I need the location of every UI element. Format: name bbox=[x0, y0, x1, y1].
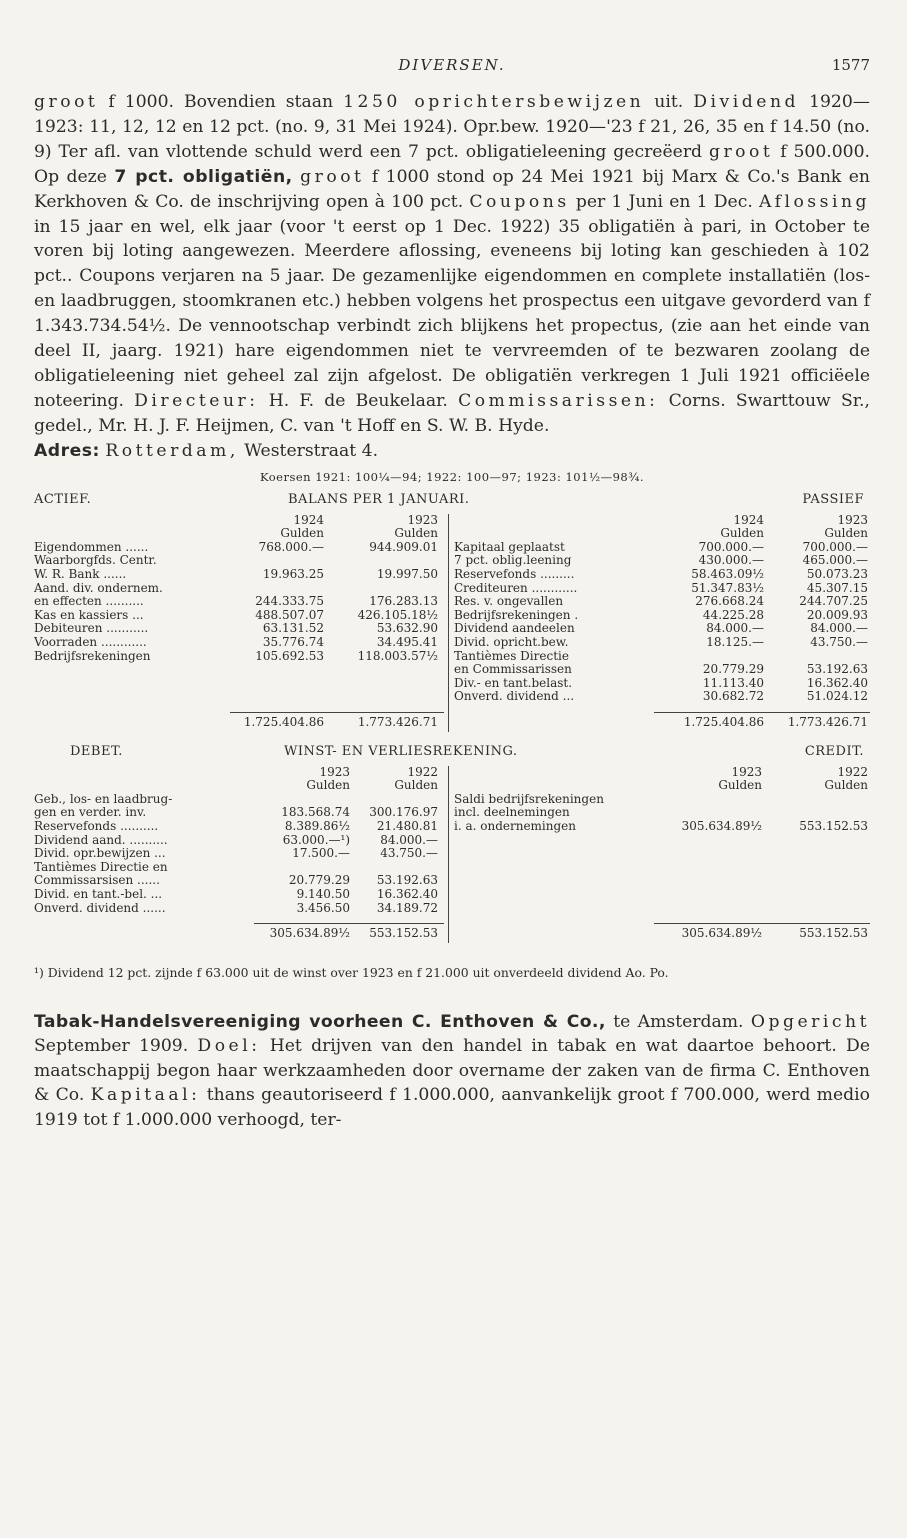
total-rule-right bbox=[654, 712, 870, 713]
debet-heading: DEBET. bbox=[70, 743, 123, 759]
table-row bbox=[34, 582, 870, 596]
right-value-2: 45.307.15 bbox=[806, 580, 868, 595]
passief-heading: PASSIEF bbox=[802, 491, 864, 507]
right-value-1: 305.634.89½ bbox=[681, 818, 762, 833]
table-row bbox=[34, 793, 870, 807]
bold-term: 7 pct. obligatiën, bbox=[114, 166, 293, 187]
left-label: Debiteuren ........... bbox=[34, 621, 149, 636]
enthoven-paragraph bbox=[34, 1010, 870, 1133]
right-label: Divid. opricht.bew. bbox=[454, 634, 569, 649]
right-value-2: 244.707.25 bbox=[799, 594, 868, 609]
company-paragraph bbox=[34, 90, 870, 439]
right-label: Reservefonds ......... bbox=[454, 566, 575, 581]
text-run: in 15 jaar en wel, elk jaar (voor 't eerst op 1 Dec. 1922) 35 obligatiën à pari, in October te voren bij loting aangewezen. Meerdere aflossing, eveneens bij loting kan geschieden à 102 pct.. Coupons verjaren na 5 jaar. De gezamenlijke eigendommen en complete installatiën (los- en laadbruggen, stoomkranen etc.) hebben volgens het prospectus een uitgave gevorderd van f 1.343.734.54½. De vennootschap verbindt zich blijkens het propectus, (zie aan het einde van deel II, jaarg. 1921) hare eigendommen niet te vervreemden of te bezwaren zoolang de obligatieleening niet geheel zal zijn afgelost. De obligatiën verkregen 1 Juli 1921 officiëele noteering. bbox=[34, 216, 870, 411]
left-label: gen en verder. inv. bbox=[34, 805, 147, 820]
text-run: Corns. Swarttouw Sr., gedel., Mr. H. J. F. Heijmen, C. van 't Hoff en S. W. B. Hyde. bbox=[34, 390, 870, 436]
left-col1-header: Gulden bbox=[280, 526, 324, 541]
text-run: Het drijven van den handel in tabak en wat daartoe behoort. De maatschappij begon haar werkzaamheden door overname der zaken van de firma C. Enthoven & Co. bbox=[34, 1036, 870, 1106]
table-row bbox=[34, 806, 870, 820]
right-value-1: 276.668.24 bbox=[695, 594, 764, 609]
left-label: Kas en kassiers ... bbox=[34, 607, 144, 622]
left-value-2: 84.000.— bbox=[380, 832, 438, 847]
table-row bbox=[34, 677, 870, 691]
left-value-2: 19.997.50 bbox=[376, 566, 438, 581]
right-col1-header: 1923 bbox=[731, 764, 762, 779]
left-total-1: 1.725.404.86 bbox=[243, 714, 324, 729]
right-value-1: 430.000.— bbox=[698, 553, 764, 568]
running-title: DIVERSEN. bbox=[398, 56, 506, 74]
left-label: Dividend aand. .......... bbox=[34, 832, 168, 847]
spaced-term: Doel: bbox=[197, 1036, 261, 1057]
left-value-2: 43.750.— bbox=[380, 846, 438, 861]
right-value-1: 11.113.40 bbox=[702, 675, 764, 690]
left-label: en effecten .......... bbox=[34, 594, 144, 609]
right-label: incl. deelnemingen bbox=[454, 805, 570, 820]
right-value-2: 553.152.53 bbox=[799, 818, 868, 833]
right-col1-header: 1924 bbox=[733, 512, 764, 527]
spaced-term: Directeur: bbox=[134, 390, 259, 411]
company-name: Tabak-Handelsvereeniging voorheen C. Enthoven & Co., bbox=[34, 1011, 606, 1032]
column-divider bbox=[448, 766, 449, 944]
right-value-1: 84.000.— bbox=[706, 621, 764, 636]
left-value-1: 488.507.07 bbox=[255, 607, 324, 622]
left-value-2: 53.632.90 bbox=[376, 621, 438, 636]
balans-headings bbox=[34, 492, 870, 514]
profit-loss-account bbox=[34, 766, 870, 962]
left-value-2: 118.003.57½ bbox=[357, 648, 438, 663]
left-value-2: 34.495.41 bbox=[376, 634, 438, 649]
left-label: Commissarsisen ...... bbox=[34, 873, 160, 888]
right-label: Bedrijfsrekeningen . bbox=[454, 607, 579, 622]
spaced-term: Kapitaal: bbox=[90, 1085, 201, 1106]
table-row bbox=[34, 834, 870, 848]
column-header-row bbox=[34, 766, 870, 780]
spaced-term: groot bbox=[708, 141, 774, 162]
credit-heading: CREDIT. bbox=[804, 743, 864, 759]
left-col1-header: 1924 bbox=[293, 512, 324, 527]
table-row bbox=[34, 650, 870, 664]
right-value-1: 51.347.83½ bbox=[691, 580, 764, 595]
right-value-1: 58.463.09½ bbox=[691, 566, 764, 581]
right-value-1: 44.225.28 bbox=[702, 607, 764, 622]
left-value-2: 34.189.72 bbox=[376, 900, 438, 915]
right-value-2: 51.024.12 bbox=[806, 689, 868, 704]
left-total-2: 553.152.53 bbox=[369, 926, 438, 941]
right-label: Onverd. dividend ... bbox=[454, 689, 575, 704]
right-value-2: 20.009.93 bbox=[806, 607, 868, 622]
balans-title: BALANS PER 1 JANUARI. bbox=[288, 491, 470, 507]
text-run: f 1000 stond op 24 Mei 1921 bij Marx & Co.'s Bank en Kerkhoven & Co. de inschrijving open à 100 pct. bbox=[34, 166, 870, 212]
winst-title: WINST- EN VERLIESREKENING. bbox=[284, 743, 518, 759]
left-value-1: 17.500.— bbox=[292, 846, 350, 861]
text-run: f 1000. Bovendien staan bbox=[98, 92, 344, 112]
left-col2-header: Gulden bbox=[394, 526, 438, 541]
right-label: Res. v. ongevallen bbox=[454, 594, 564, 609]
spaced-term: Opgericht bbox=[750, 1011, 870, 1032]
text-run: per 1 Juni en 1 Dec. bbox=[569, 191, 759, 212]
left-label: W. R. Bank ...... bbox=[34, 566, 127, 581]
right-label: 7 pct. oblig.leening bbox=[454, 553, 572, 568]
right-col2-header: Gulden bbox=[824, 778, 868, 793]
text-run: 1920—1923: 11, 12, 12 en 12 pct. (no. 9, 31 Mei 1924). Opr.bew. 1920—'23 f 21, 26, 35 en f 14.50 (no. 9) Ter afl. van vlottende schuld werd een 7 pct. obligatieleening gecreëerd bbox=[34, 92, 870, 162]
right-value-1: 20.779.29 bbox=[702, 662, 764, 677]
winst-headings bbox=[34, 744, 870, 766]
column-header-row bbox=[34, 779, 870, 793]
page-number: 1577 bbox=[831, 56, 870, 74]
right-col2-header: 1923 bbox=[837, 512, 868, 527]
table-row bbox=[34, 861, 870, 875]
table-row bbox=[34, 541, 870, 555]
address-label: Adres: bbox=[34, 440, 100, 461]
right-total-1: 305.634.89½ bbox=[681, 926, 762, 941]
left-col1-header: Gulden bbox=[306, 778, 350, 793]
left-col1-header: 1923 bbox=[319, 764, 350, 779]
left-label: Voorraden ............ bbox=[34, 634, 147, 649]
table-row bbox=[34, 609, 870, 623]
left-value-1: 183.568.74 bbox=[281, 805, 350, 820]
left-col2-header: 1922 bbox=[407, 764, 438, 779]
left-col2-header: 1923 bbox=[407, 512, 438, 527]
right-total-2: 553.152.53 bbox=[799, 926, 868, 941]
right-col2-header: Gulden bbox=[824, 526, 868, 541]
table-row bbox=[34, 663, 870, 677]
table-row bbox=[34, 690, 870, 704]
left-label: Divid. en tant.-bel. ... bbox=[34, 886, 163, 901]
address-street: Westerstraat 4. bbox=[244, 440, 379, 461]
left-label: Tantièmes Directie en bbox=[34, 859, 168, 874]
left-value-1: 19.963.25 bbox=[262, 566, 324, 581]
actief-heading: ACTIEF. bbox=[34, 491, 92, 507]
left-value-1: 244.333.75 bbox=[255, 594, 324, 609]
spaced-term: groot bbox=[300, 166, 365, 187]
left-label: Geb., los- en laadbrug- bbox=[34, 791, 173, 806]
right-label: Dividend aandeelen bbox=[454, 621, 575, 636]
left-total-2: 1.773.426.71 bbox=[357, 714, 438, 729]
text-run: te Amsterdam. bbox=[605, 1011, 751, 1032]
left-value-2: 426.105.18½ bbox=[357, 607, 438, 622]
spaced-term: Aflossing bbox=[758, 191, 871, 212]
left-label: Reservefonds .......... bbox=[34, 818, 159, 833]
left-label: Eigendommen ...... bbox=[34, 539, 149, 554]
right-label: Crediteuren ............ bbox=[454, 580, 578, 595]
table-row bbox=[34, 568, 870, 582]
page bbox=[34, 56, 870, 1133]
left-label: Onverd. dividend ...... bbox=[34, 900, 166, 915]
left-value-2: 53.192.63 bbox=[376, 873, 438, 888]
left-value-1: 63.131.52 bbox=[262, 621, 324, 636]
left-value-2: 300.176.97 bbox=[369, 805, 438, 820]
left-value-1: 63.000.—¹) bbox=[282, 832, 350, 847]
right-label: en Commissarissen bbox=[454, 662, 572, 677]
table-row bbox=[34, 554, 870, 568]
left-value-1: 768.000.— bbox=[258, 539, 324, 554]
right-value-2: 465.000.— bbox=[802, 553, 868, 568]
right-total-2: 1.773.426.71 bbox=[787, 714, 868, 729]
left-value-2: 176.283.13 bbox=[369, 594, 438, 609]
left-label: Waarborgfds. Centr. bbox=[34, 553, 157, 568]
left-value-2: 16.362.40 bbox=[376, 886, 438, 901]
table-row bbox=[34, 820, 870, 834]
totals-row bbox=[34, 927, 870, 941]
left-value-1: 20.779.29 bbox=[288, 873, 350, 888]
spaced-term: Dividend bbox=[693, 92, 800, 112]
left-value-1: 8.389.86½ bbox=[284, 818, 350, 833]
left-label: Divid. opr.bewijzen ... bbox=[34, 846, 166, 861]
total-rule-left bbox=[230, 712, 444, 713]
left-col2-header: Gulden bbox=[394, 778, 438, 793]
total-rule-left bbox=[254, 923, 444, 924]
table-row bbox=[34, 874, 870, 888]
right-value-1: 18.125.— bbox=[706, 634, 764, 649]
column-header-row bbox=[34, 527, 870, 541]
right-label: i. a. ondernemingen bbox=[454, 818, 577, 833]
right-value-2: 53.192.63 bbox=[806, 662, 868, 677]
text-run: uit. bbox=[644, 92, 694, 112]
right-value-2: 43.750.— bbox=[810, 634, 868, 649]
table-row bbox=[34, 902, 870, 916]
left-value-1: 9.140.50 bbox=[296, 886, 350, 901]
address-city: Rotterdam, bbox=[105, 440, 239, 461]
koersen-line: Koersen 1921: 100¼—94; 1922: 100—97; 1923: 101½—98¾. bbox=[259, 469, 645, 484]
table-row bbox=[34, 622, 870, 636]
table-row bbox=[34, 595, 870, 609]
right-value-2: 700.000.— bbox=[802, 539, 868, 554]
table-row bbox=[34, 888, 870, 902]
totals-row bbox=[34, 716, 870, 730]
total-rule-right bbox=[654, 923, 870, 924]
right-col1-header: Gulden bbox=[718, 778, 762, 793]
left-value-1: 3.456.50 bbox=[296, 900, 350, 915]
right-value-1: 30.682.72 bbox=[702, 689, 764, 704]
left-value-2: 21.480.81 bbox=[376, 818, 438, 833]
right-value-1: 700.000.— bbox=[698, 539, 764, 554]
spaced-term: groot bbox=[34, 92, 99, 112]
left-label: Bedrijfsrekeningen bbox=[34, 648, 151, 663]
column-header-row bbox=[34, 514, 870, 528]
right-label: Saldi bedrijfsrekeningen bbox=[454, 791, 604, 806]
right-value-2: 84.000.— bbox=[810, 621, 868, 636]
text-run: September 1909. bbox=[34, 1036, 198, 1057]
text-run: thans geautoriseerd f 1.000.000, aanvankelijk groot f 700.000, werd medio 1919 tot f 1.000.000 verhoogd, ter- bbox=[34, 1085, 870, 1130]
text-run: f 500.000. Op deze bbox=[34, 141, 870, 187]
address-line bbox=[34, 439, 870, 464]
left-value-2: 944.909.01 bbox=[369, 539, 438, 554]
right-label: Div.- en tant.belast. bbox=[454, 675, 573, 690]
left-value-1: 35.776.74 bbox=[262, 634, 324, 649]
footnote: ¹) Dividend 12 pct. zijnde f 63.000 uit de winst over 1923 en f 21.000 uit onverdeeld dividend Ao. Po. bbox=[34, 964, 669, 980]
right-col1-header: Gulden bbox=[720, 526, 764, 541]
text-run: H. F. de Beukelaar. bbox=[258, 390, 459, 411]
left-value-1: 105.692.53 bbox=[255, 648, 324, 663]
right-label: Kapitaal geplaatst bbox=[454, 539, 565, 554]
spaced-term: Commissarissen: bbox=[458, 390, 659, 411]
page-header bbox=[34, 56, 870, 90]
right-col2-header: 1922 bbox=[837, 764, 868, 779]
balance-sheet bbox=[34, 514, 870, 734]
table-row bbox=[34, 847, 870, 861]
table-row bbox=[34, 636, 870, 650]
right-label: Tantièmes Directie bbox=[454, 648, 569, 663]
left-total-1: 305.634.89½ bbox=[269, 926, 350, 941]
right-value-2: 16.362.40 bbox=[806, 675, 868, 690]
spaced-term: Coupons bbox=[469, 191, 570, 212]
spaced-term: 1250 oprichtersbewijzen bbox=[343, 92, 645, 112]
right-total-1: 1.725.404.86 bbox=[683, 714, 764, 729]
left-label: Aand. div. ondernem. bbox=[34, 580, 163, 595]
right-value-2: 50.073.23 bbox=[806, 566, 868, 581]
column-divider bbox=[448, 514, 449, 732]
